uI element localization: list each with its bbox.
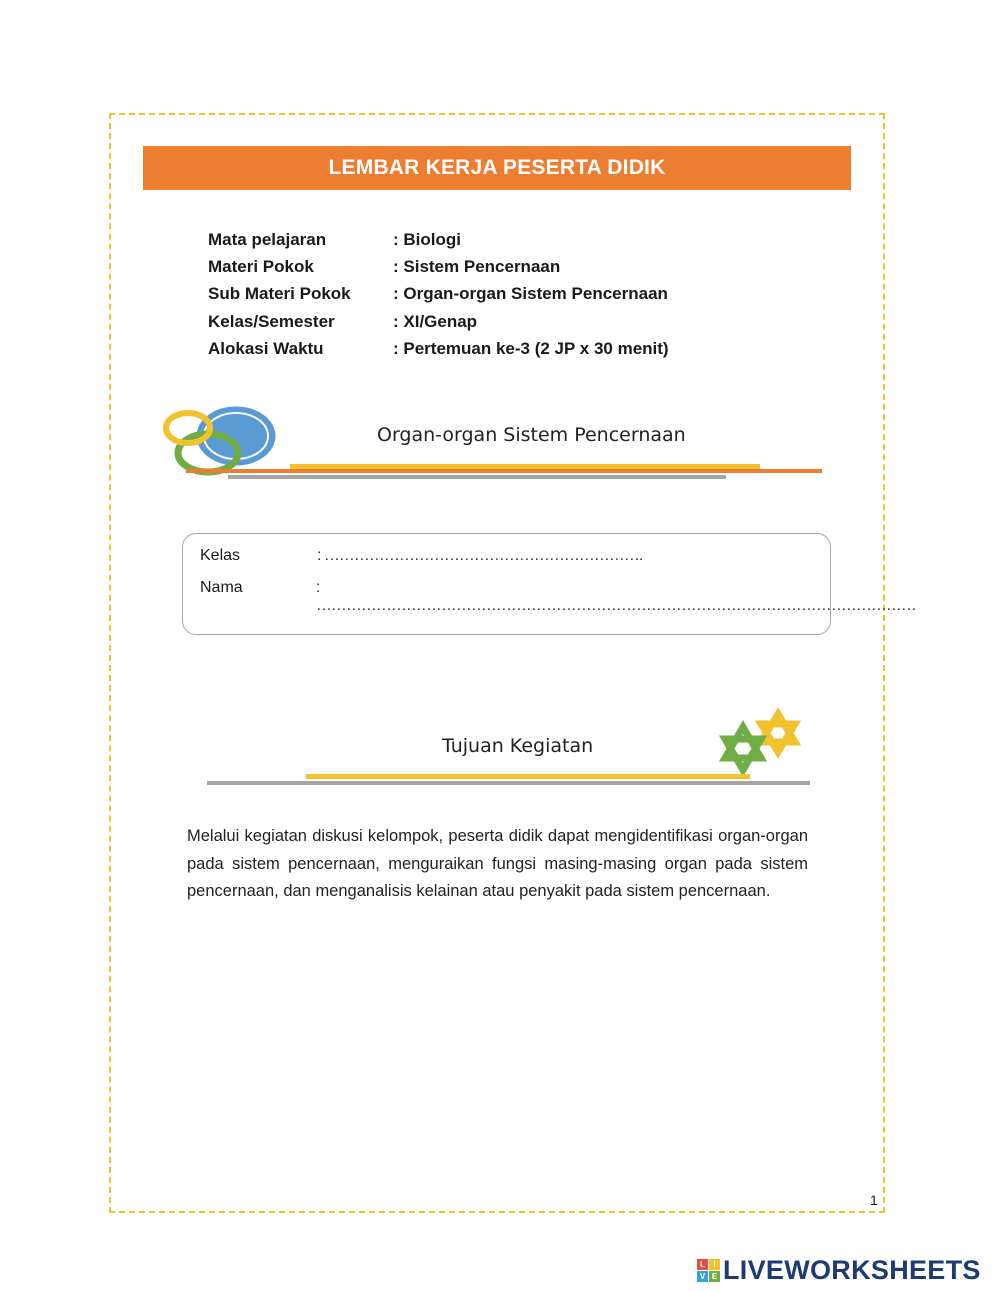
liveworksheets-logo-icon (697, 1259, 720, 1282)
info-label: Materi Pokok (208, 257, 314, 277)
logo-letter: I (709, 1259, 720, 1270)
logo-letter: V (697, 1271, 708, 1282)
class-input[interactable]: : ………………………………………………………. (317, 547, 643, 564)
page-number: 1 (870, 1192, 878, 1208)
section1-title: Organ-organ Sistem Pencernaan (377, 424, 686, 446)
info-label: Kelas/Semester (208, 311, 335, 331)
info-value: : Organ-organ Sistem Pencernaan (393, 284, 668, 304)
info-label: Mata pelajaran (208, 229, 327, 249)
info-value: : Biologi (393, 229, 461, 249)
info-value: : Sistem Pencernaan (393, 257, 561, 277)
yellow-star-icon (761, 714, 795, 752)
class-label: Kelas (200, 547, 241, 564)
info-value: : Pertemuan ke-3 (2 JP x 30 menit) (393, 339, 669, 359)
logo-letter: L (697, 1259, 708, 1270)
logo-letter: E (709, 1271, 720, 1282)
info-value: : XI/Genap (393, 311, 478, 331)
info-label: Alokasi Waktu (208, 339, 324, 359)
section2-title: Tujuan Kegiatan (442, 735, 594, 757)
liveworksheets-brand[interactable] (697, 1255, 981, 1286)
green-star-icon (725, 727, 761, 770)
objective-paragraph: Melalui kegiatan diskusi kelompok, peserta didik dapat mengidentifikasi organ-organ pada sistem pencernaan, menguraikan fungsi masing-masing organ pada sistem pencernaan, dan menganalisis kelainan atau penyakit pada sistem pencernaan. (187, 827, 808, 900)
name-input[interactable]: : ………………………………………………………………………………………………………… (315, 579, 916, 614)
brand-name: LIVEWORKSHEETS (723, 1255, 981, 1285)
info-label: Sub Materi Pokok (208, 284, 351, 304)
name-label: Nama (200, 579, 243, 596)
worksheet-title: LEMBAR KERJA PESERTA DIDIK (143, 146, 851, 190)
